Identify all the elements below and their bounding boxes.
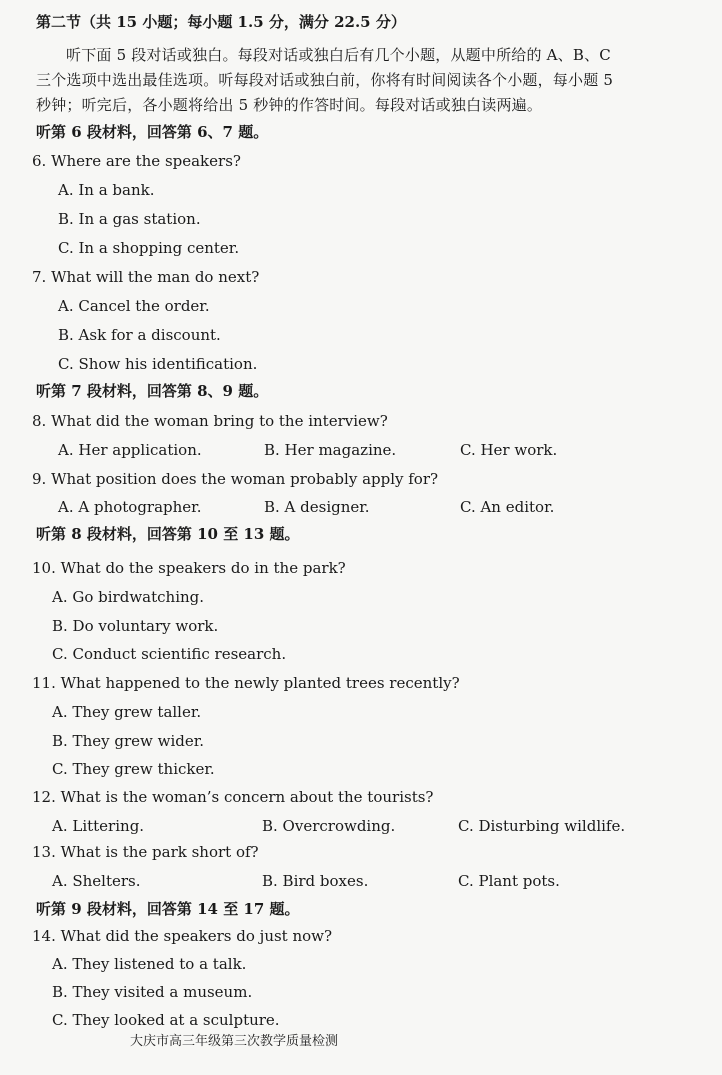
question-10: 10. What do the speakers do in the park?	[32, 559, 346, 577]
question-7-option-c: C. Show his identification.	[58, 355, 258, 373]
question-13-option-b: B. Bird boxes.	[262, 872, 369, 890]
question-8-option-b: B. Her magazine.	[264, 441, 397, 459]
question-10-option-b: B. Do voluntary work.	[52, 617, 219, 635]
question-6-option-a: A. In a bank.	[58, 181, 155, 199]
question-10-option-c: C. Conduct scientific research.	[52, 645, 287, 663]
group-heading-8: 听第 8 段材料，回答第 10 至 13 题。	[36, 525, 300, 543]
question-12-option-b: B. Overcrowding.	[262, 817, 396, 835]
question-13: 13. What is the park short of?	[32, 843, 259, 861]
question-8-option-a: A. Her application.	[58, 441, 202, 459]
question-11-option-a: A. They grew taller.	[52, 703, 202, 721]
question-13-option-c: C. Plant pots.	[458, 872, 560, 890]
question-12-option-a: A. Littering.	[52, 817, 145, 835]
instruction-line-2: 三个选项中选出最佳选项。听每段对话或独白前，你将有时间阅读各个小题，每小题 5	[36, 71, 614, 89]
question-9-option-b: B. A designer.	[264, 498, 370, 516]
question-7: 7. What will the man do next?	[32, 268, 260, 286]
instruction-line-1: 听下面 5 段对话或独白。每段对话或独白后有几个小题，从题中所给的 A、B、C	[66, 46, 611, 64]
question-9-option-c: C. An editor.	[460, 498, 555, 516]
question-7-option-a: A. Cancel the order.	[58, 297, 210, 315]
question-14: 14. What did the speakers do just now?	[32, 927, 333, 945]
question-9-option-a: A. A photographer.	[58, 498, 202, 516]
question-14-option-a: A. They listened to a talk.	[52, 955, 247, 973]
question-11: 11. What happened to the newly planted trees recently?	[32, 674, 460, 692]
group-heading-9: 听第 9 段材料，回答第 14 至 17 题。	[36, 900, 300, 918]
question-6: 6. Where are the speakers?	[32, 152, 241, 170]
group-heading-6: 听第 6 段材料，回答第 6、7 题。	[36, 123, 269, 141]
instruction-line-3: 秒钟；听完后，各小题将给出 5 秒钟的作答时间。每段对话或独白读两遍。	[36, 96, 543, 114]
question-11-option-c: C. They grew thicker.	[52, 760, 215, 778]
section-title: 第二节（共 15 小题；每小题 1.5 分，满分 22.5 分）	[36, 13, 406, 31]
question-14-option-b: B. They visited a museum.	[52, 983, 253, 1001]
question-11-option-b: B. They grew wider.	[52, 732, 205, 750]
question-13-option-a: A. Shelters.	[52, 872, 141, 890]
question-12: 12. What is the woman’s concern about the tourists?	[32, 788, 434, 806]
group-heading-7: 听第 7 段材料，回答第 8、9 题。	[36, 382, 269, 400]
question-12-option-c: C. Disturbing wildlife.	[458, 817, 626, 835]
question-6-option-b: B. In a gas station.	[58, 210, 201, 228]
page-footer: 大庆市高三年级第三次教学质量检测	[130, 1034, 339, 1049]
question-6-option-c: C. In a shopping center.	[58, 239, 240, 257]
question-14-option-c: C. They looked at a sculpture.	[52, 1011, 280, 1029]
question-8: 8. What did the woman bring to the interview?	[32, 412, 388, 430]
question-10-option-a: A. Go birdwatching.	[52, 588, 205, 606]
question-8-option-c: C. Her work.	[460, 441, 558, 459]
question-9: 9. What position does the woman probably apply for?	[32, 470, 439, 488]
question-7-option-b: B. Ask for a discount.	[58, 326, 221, 344]
